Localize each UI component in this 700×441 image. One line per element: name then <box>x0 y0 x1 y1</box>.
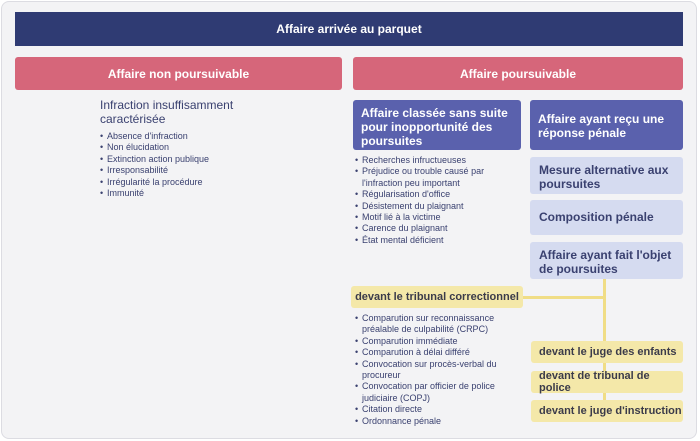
header-title: Affaire arrivée au parquet <box>276 22 422 36</box>
list-item: • Citation directe <box>355 404 527 415</box>
connector-tribunal <box>523 296 605 299</box>
list-item: • Préjudice ou trouble causé par l'infraction peu important <box>355 166 525 189</box>
list-item: • Comparution sur reconnaissance préalable de culpabilité (CRPC) <box>355 313 527 336</box>
juge-instruction-label: devant le juge d'instruction <box>539 405 682 417</box>
list-item: • Recherches infructueuses <box>355 155 525 166</box>
list-item: • Motif lié à la victime <box>355 212 525 223</box>
poursuites-box: Affaire ayant fait l'objet de poursuites <box>530 242 683 279</box>
tribunal-correctionnel-box <box>351 286 523 308</box>
poursuivable-title: Affaire poursuivable <box>459 66 577 81</box>
tribunal-police-label: devant de tribunal de police <box>539 370 650 394</box>
tribunal-procedures-list <box>355 313 527 427</box>
poursuivable-box <box>353 57 683 90</box>
juge-enfants-label: devant le juge des enfants <box>539 346 677 358</box>
list-item: • Irrégularité la procédure <box>100 177 300 188</box>
reponse-penale-box: Affaire ayant reçu une réponse pénale <box>530 100 683 150</box>
list-item: • Régularisation d'office <box>355 189 525 200</box>
list-item: • Carence du plaignant <box>355 223 525 234</box>
classee-reasons-list <box>355 155 525 246</box>
composition-penale-box: Composition pénale <box>530 200 683 235</box>
list-item: • Immunité <box>100 188 300 199</box>
list-item: • Non élucidation <box>100 142 300 153</box>
list-item: • Comparution à délai différé <box>355 347 527 358</box>
non-poursuivable-list <box>100 131 300 199</box>
classee-sans-suite-box: Affaire classée sans suite pour inopportunité des poursuites <box>353 100 521 150</box>
list-item: • Absence d'infraction <box>100 131 300 142</box>
non-poursuivable-title: Affaire non poursuivable <box>107 66 250 81</box>
list-item: • Désistement du plaignant <box>355 201 525 212</box>
list-item: • Convocation sur procès-verbal du procureur <box>355 359 527 382</box>
juge-instruction-box <box>531 400 683 422</box>
tribunal-police-box <box>531 371 683 393</box>
mesure-alternative-box: Mesure alternative aux poursuites <box>530 157 683 194</box>
list-item: • Convocation par officier de police judiciaire (COPJ) <box>355 381 527 404</box>
list-item: • Extinction action publique <box>100 154 300 165</box>
list-item: • Irresponsabilité <box>100 165 300 176</box>
list-item: • Ordonnance pénale <box>355 416 527 427</box>
juge-enfants-box <box>531 341 683 363</box>
non-poursuivable-box <box>15 57 342 90</box>
list-item: • État mental déficient <box>355 235 525 246</box>
tribunal-correctionnel-label: devant le tribunal correctionnel <box>355 291 519 303</box>
header-box <box>15 12 683 46</box>
infraction-subtitle: Infraction insuffisamment caractérisée <box>100 98 234 126</box>
list-item: • Comparution immédiate <box>355 336 527 347</box>
